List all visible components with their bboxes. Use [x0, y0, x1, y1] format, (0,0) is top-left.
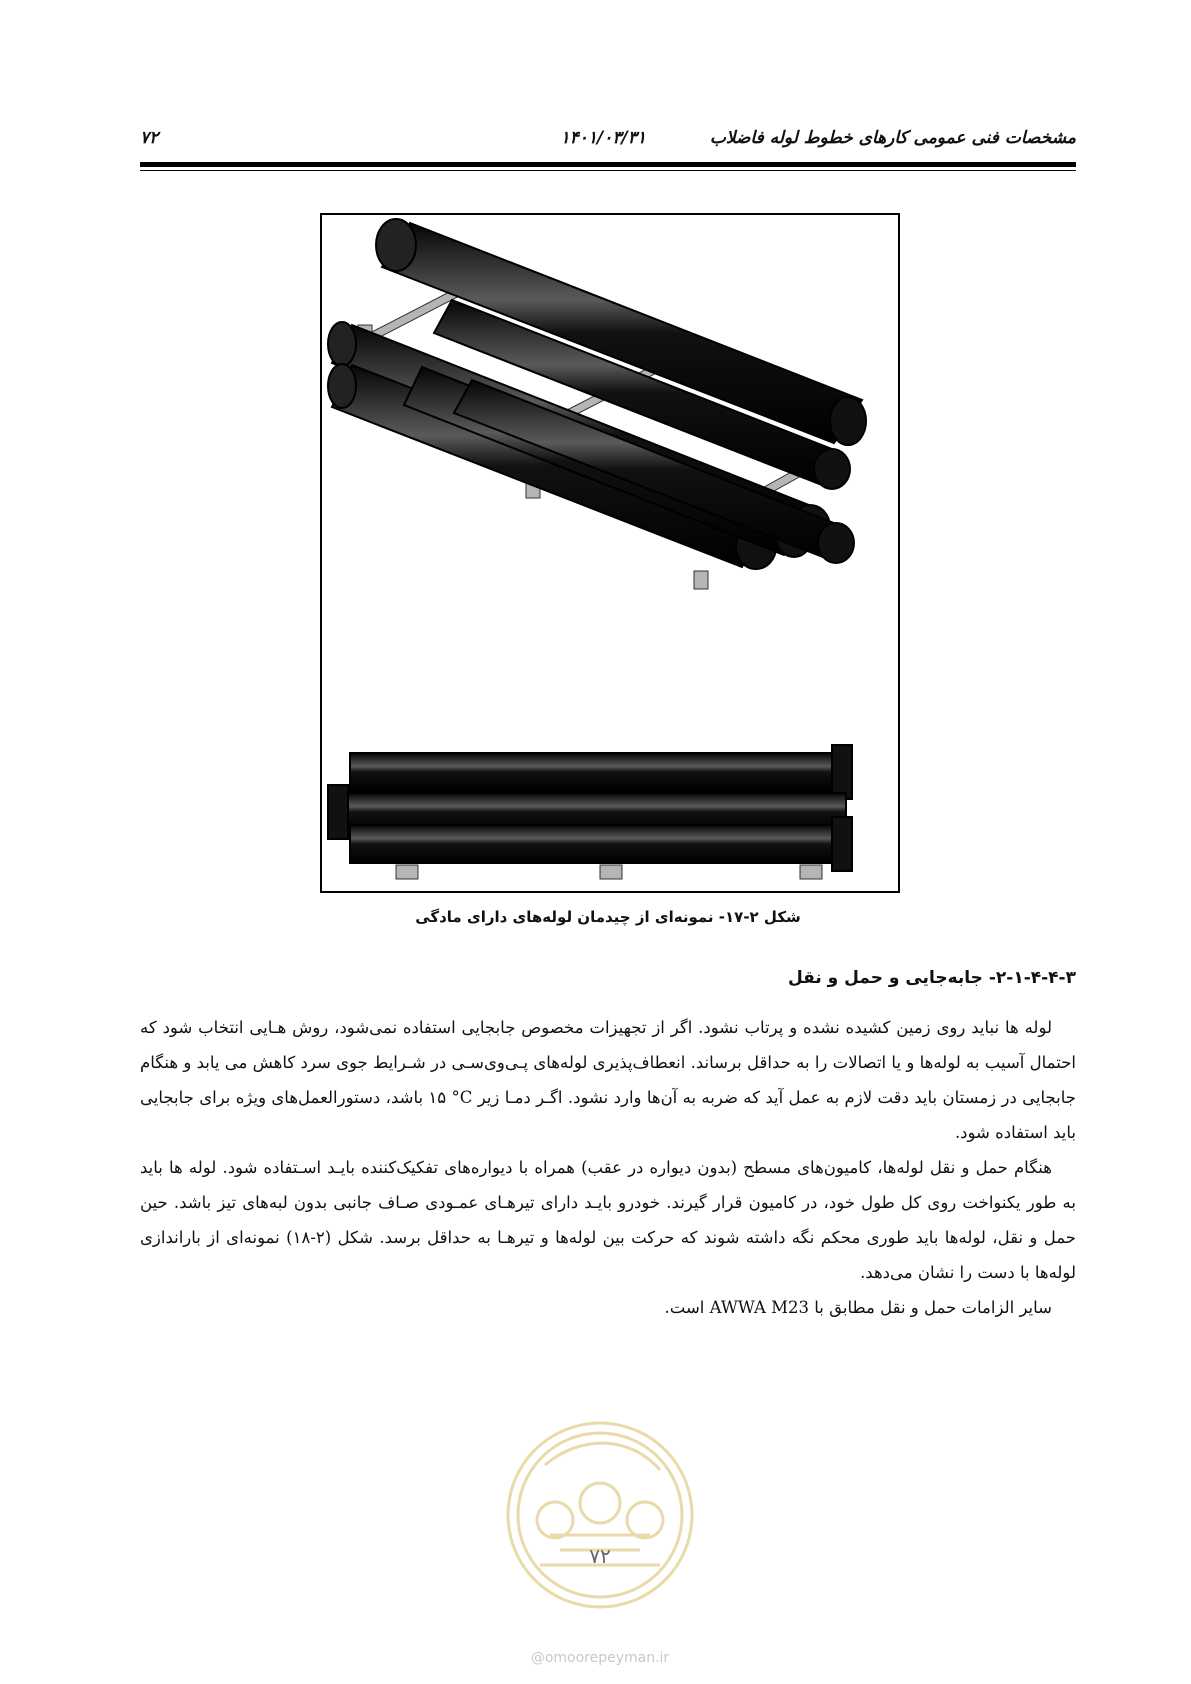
header-title: مشخصات فنی عمومی کارهای خطوط لوله فاضلاب: [709, 128, 1076, 148]
figure-caption: شکل ۲-۱۷- نمونه‌ای از چیدمان لوله‌های دارای مادگی: [415, 908, 801, 926]
seal-stamp: [500, 1415, 700, 1615]
header-rule-thick: [140, 162, 1076, 167]
pipe-stack-isometric: [328, 219, 866, 589]
watermark: @omoorepeyman.ir: [530, 1650, 670, 1666]
header-rule-thin: [140, 170, 1076, 171]
section-heading: ۲-۱-۴-۴-۳- جابه‌جایی و حمل و نقل: [787, 968, 1076, 988]
paragraph: سایر الزامات حمل و نقل مطابق با AWWA M23 است.: [664, 1298, 1052, 1317]
paragraph: لوله ها نباید روی زمین کشیده نشده و پرتاب نشود. اگر از تجهیزات مخصوص جابجایی استفاده نمی‌شود، روش هـایی انتخاب شود که احتمال آسیب به لوله‌ها و یا اتصالات را به حداقل برساند. انعطاف‌پذیری لوله‌های پـی‌وی‌سـی در شـرایط جوی سرد کاهش می یابد و هنگام جابجایی در زمستان باید دقت لازم به عمل آید که ضربه به آن‌ها وارد نشود. اگـر دمـا زیر ‎°C‏ ۱۵ باشد، دستورالعمل‌های ویژه برای جابجایی باید استفاده شود.: [140, 1018, 1076, 1142]
pipe-stack-side-view: [328, 745, 852, 879]
paragraph: هنگام حمل و نقل لوله‌ها، کامیون‌های مسطح (بدون دیواره در عقب) همراه با دیواره‌های تفکیک‌کننده بایـد اسـتفاده شود. لوله ها باید به طور یکنواخت روی کل طول خود، در کامیون قرار گیرند. خودرو بایـد دارای تیرهـای عمـودی صـاف جانبی بدون لبه‌های تیز باشد. حین حمل و نقل، لوله‌ها باید طوری محکم نگه داشته شوند که حرکت بین لوله‌ها و تیرهـا به حداقل برسد. شکل (۲-۱۸) نمونه‌ای از باراندازی لوله‌ها با دست را نشان می‌دهد.: [140, 1158, 1076, 1282]
stamp-page-number: ۷۲: [589, 1544, 611, 1568]
pipe-stacking-figure: [320, 213, 900, 893]
header-date: ۱۴۰۱/۰۳/۳۱: [560, 128, 646, 148]
page-header: [140, 128, 1076, 152]
header-page-number: ۷۲: [140, 128, 159, 148]
body-text: [140, 1010, 1076, 1325]
